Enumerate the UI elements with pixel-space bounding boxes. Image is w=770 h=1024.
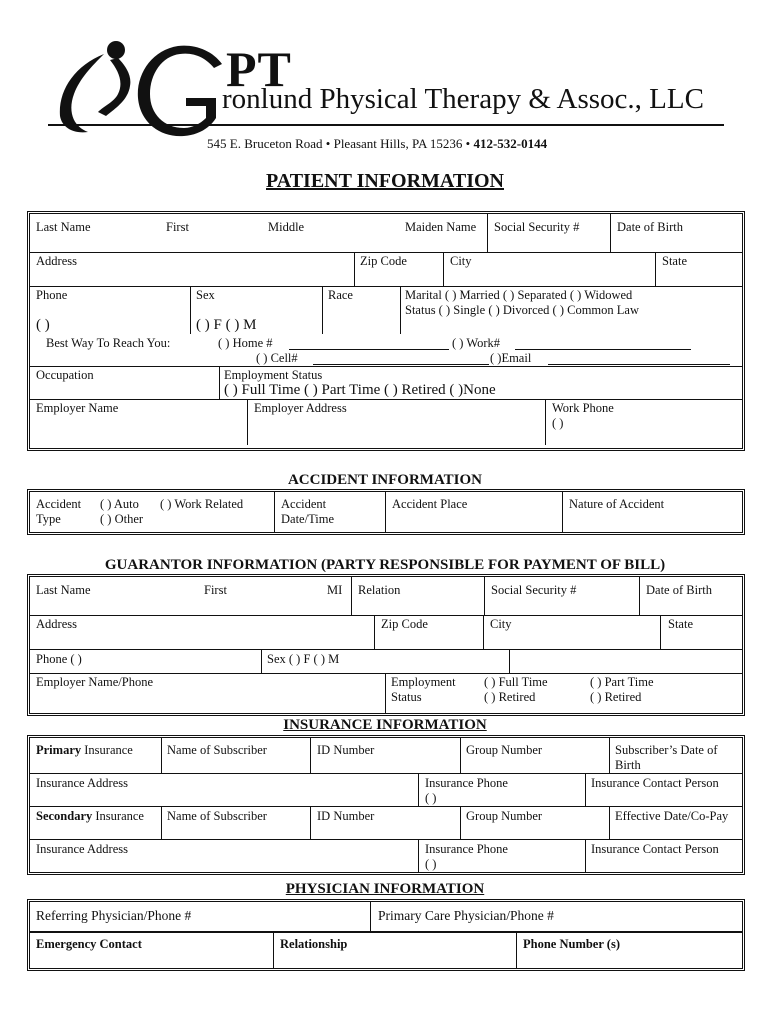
divider <box>30 773 742 774</box>
divider <box>310 738 311 773</box>
cell-phone-line <box>313 364 489 365</box>
secondary-rest: Insurance <box>92 809 144 823</box>
divider <box>30 806 742 807</box>
accident-place-label: Accident Place <box>392 497 468 511</box>
last-name-label: Last Name <box>36 220 91 234</box>
phone-label: Phone <box>36 288 68 302</box>
relationship-label: Relationship <box>280 937 348 951</box>
logo-g-letter-icon <box>138 46 222 137</box>
cell-phone-option: ( ) Cell# <box>256 351 298 365</box>
address-text: 545 E. Bruceton Road • Pleasant Hills, PA 15236 • <box>207 136 474 151</box>
divider <box>483 615 484 649</box>
divider <box>322 286 323 334</box>
guarantor-state-label: State <box>668 617 693 631</box>
referring-physician-label: Referring Physician/Phone # <box>36 908 192 923</box>
primary-id-label: ID Number <box>317 743 375 757</box>
divider <box>310 806 311 839</box>
divider <box>161 738 162 773</box>
divider <box>484 577 485 615</box>
guarantor-employment-label: Employment <box>391 675 456 689</box>
address-label: Address <box>36 254 77 268</box>
secondary-id-label: ID Number <box>317 809 375 823</box>
practice-name: ronlund Physical Therapy & Assoc., LLC <box>222 83 704 115</box>
zip-label: Zip Code <box>360 254 407 268</box>
divider <box>354 252 355 286</box>
guarantor-address-label: Address <box>36 617 77 631</box>
state-label: State <box>662 254 687 268</box>
guarantor-city-label: City <box>490 617 512 631</box>
practice-phone: 412-532-0144 <box>473 136 548 151</box>
divider <box>609 738 610 773</box>
divider <box>585 773 586 806</box>
effective-date-label: Effective Date/Co-Pay <box>615 809 729 823</box>
divider <box>418 839 419 872</box>
divider <box>219 366 220 399</box>
secondary-ins-phone-area: ( ) <box>425 857 437 871</box>
guarantor-employment-label-2: Status <box>391 690 422 704</box>
employment-status-label: Employment Status <box>224 368 323 382</box>
divider <box>585 839 586 872</box>
logo-swoosh-icon <box>60 54 104 132</box>
divider <box>30 649 742 650</box>
divider <box>385 673 386 713</box>
divider <box>610 214 611 252</box>
occupation-label: Occupation <box>36 368 94 382</box>
primary-ins-phone-label: Insurance Phone <box>425 776 508 790</box>
guarantor-full-time-option: ( ) Full Time <box>484 675 548 689</box>
divider <box>545 399 546 445</box>
employer-name-label: Employer Name <box>36 401 119 415</box>
logo-figure-body-icon <box>98 58 130 116</box>
page-title: PATIENT INFORMATION <box>266 170 504 192</box>
best-way-label: Best Way To Reach You: <box>46 336 171 350</box>
accident-datetime-label-2: Date/Time <box>281 512 335 526</box>
divider <box>30 286 742 287</box>
divider <box>370 902 371 931</box>
work-phone-option: ( ) Work# <box>452 336 501 350</box>
divider <box>30 931 742 933</box>
primary-group-label: Group Number <box>466 743 543 757</box>
marital-options: Marital ( ) Married ( ) Separated ( ) Widowed <box>405 288 633 302</box>
divider <box>374 615 375 649</box>
header-rule <box>48 124 724 126</box>
subscriber-dob-label-2: Birth <box>615 758 641 772</box>
guarantor-first-label: First <box>204 583 227 597</box>
ssn-label: Social Security # <box>494 220 580 234</box>
divider <box>190 286 191 334</box>
divider <box>460 806 461 839</box>
divider <box>460 738 461 773</box>
sex-options: ( ) F ( ) M <box>196 317 257 333</box>
other-option: ( ) Other <box>100 512 144 526</box>
primary-ins-phone-area: ( ) <box>425 791 437 805</box>
divider <box>247 399 248 445</box>
divider <box>562 492 563 532</box>
divider <box>639 577 640 615</box>
phone-area-code: ( ) <box>36 317 50 333</box>
divider <box>443 252 444 286</box>
divider <box>30 673 742 674</box>
guarantor-section-title: GUARANTOR INFORMATION (PARTY RESPONSIBLE FOR PAYMENT OF BILL) <box>104 557 666 573</box>
patient-info-box <box>27 211 745 451</box>
divider <box>487 214 488 252</box>
email-option: ( )Email <box>490 351 532 365</box>
dob-label: Date of Birth <box>617 220 683 234</box>
guarantor-employer-label: Employer Name/Phone <box>36 675 153 689</box>
middle-name-label: Middle <box>268 220 305 234</box>
divider <box>418 773 419 806</box>
home-phone-option: ( ) Home # <box>218 336 273 350</box>
primary-rest: Insurance <box>81 743 133 757</box>
divider <box>30 839 742 840</box>
insurance-section-title: INSURANCE INFORMATION <box>283 717 487 733</box>
city-label: City <box>450 254 472 268</box>
logo-figure-head-icon <box>107 41 125 59</box>
primary-care-physician-label: Primary Care Physician/Phone # <box>378 908 554 923</box>
divider <box>30 252 742 253</box>
divider <box>30 366 742 367</box>
secondary-ins-address-label: Insurance Address <box>36 842 128 856</box>
nature-of-accident-label: Nature of Accident <box>569 497 665 511</box>
guarantor-phone-label: Phone ( ) <box>36 652 82 666</box>
divider <box>509 649 510 673</box>
accident-datetime-label: Accident <box>281 497 327 511</box>
first-name-label: First <box>166 220 189 234</box>
guarantor-part-time-option: ( ) Part Time <box>590 675 654 689</box>
divider <box>351 577 352 615</box>
employer-address-label: Employer Address <box>254 401 347 415</box>
guarantor-zip-label: Zip Code <box>381 617 428 631</box>
race-label: Race <box>328 288 353 302</box>
sex-label: Sex <box>196 288 215 302</box>
guarantor-relation-label: Relation <box>358 583 401 597</box>
secondary-contact-label: Insurance Contact Person <box>591 842 719 856</box>
accident-type-label-2: Type <box>36 512 61 526</box>
primary-insurance-label <box>36 743 133 758</box>
secondary-bold: Secondary <box>36 809 93 823</box>
guarantor-ssn-label: Social Security # <box>491 583 577 597</box>
work-phone-area-code: ( ) <box>552 416 564 430</box>
primary-contact-label: Insurance Contact Person <box>591 776 719 790</box>
emergency-contact-label: Emergency Contact <box>36 937 142 951</box>
primary-bold: Primary <box>36 743 82 757</box>
practice-address <box>207 136 547 152</box>
auto-option: ( ) Auto <box>100 497 139 511</box>
secondary-insurance-label <box>36 809 144 824</box>
guarantor-sex-options: Sex ( ) F ( ) M <box>267 652 340 666</box>
divider <box>516 933 517 968</box>
divider <box>161 806 162 839</box>
guarantor-retired-option-2: ( ) Retired <box>590 690 642 704</box>
guarantor-retired-option: ( ) Retired <box>484 690 536 704</box>
marital-status-options: Status ( ) Single ( ) Divorced ( ) Common Law <box>405 303 639 317</box>
phone-numbers-label: Phone Number (s) <box>523 937 620 951</box>
logo-letters: PT <box>226 41 292 97</box>
divider <box>660 615 661 649</box>
home-phone-line <box>289 349 449 350</box>
divider <box>655 252 656 286</box>
divider <box>273 933 274 968</box>
divider <box>609 806 610 839</box>
maiden-name-label: Maiden Name <box>405 220 477 234</box>
divider <box>30 399 742 400</box>
secondary-group-label: Group Number <box>466 809 543 823</box>
employment-status-options: ( ) Full Time ( ) Part Time ( ) Retired ( )None <box>224 382 496 398</box>
subscriber-dob-label: Subscriber’s Date of <box>615 743 718 757</box>
divider <box>400 286 401 334</box>
secondary-subscriber-label: Name of Subscriber <box>167 809 267 823</box>
primary-subscriber-label: Name of Subscriber <box>167 743 267 757</box>
physician-section-title: PHYSICIAN INFORMATION <box>285 881 485 897</box>
divider <box>274 492 275 532</box>
guarantor-last-name-label: Last Name <box>36 583 91 597</box>
guarantor-mi-label: MI <box>327 583 343 597</box>
guarantor-dob-label: Date of Birth <box>646 583 712 597</box>
primary-ins-address-label: Insurance Address <box>36 776 128 790</box>
work-phone-label: Work Phone <box>552 401 614 415</box>
work-phone-line <box>515 349 691 350</box>
email-line <box>548 364 730 365</box>
work-related-option: ( ) Work Related <box>160 497 244 511</box>
divider <box>385 492 386 532</box>
accident-type-label: Accident <box>36 497 82 511</box>
divider <box>261 649 262 673</box>
accident-section-title: ACCIDENT INFORMATION <box>287 472 483 488</box>
divider <box>30 615 742 616</box>
secondary-ins-phone-label: Insurance Phone <box>425 842 508 856</box>
